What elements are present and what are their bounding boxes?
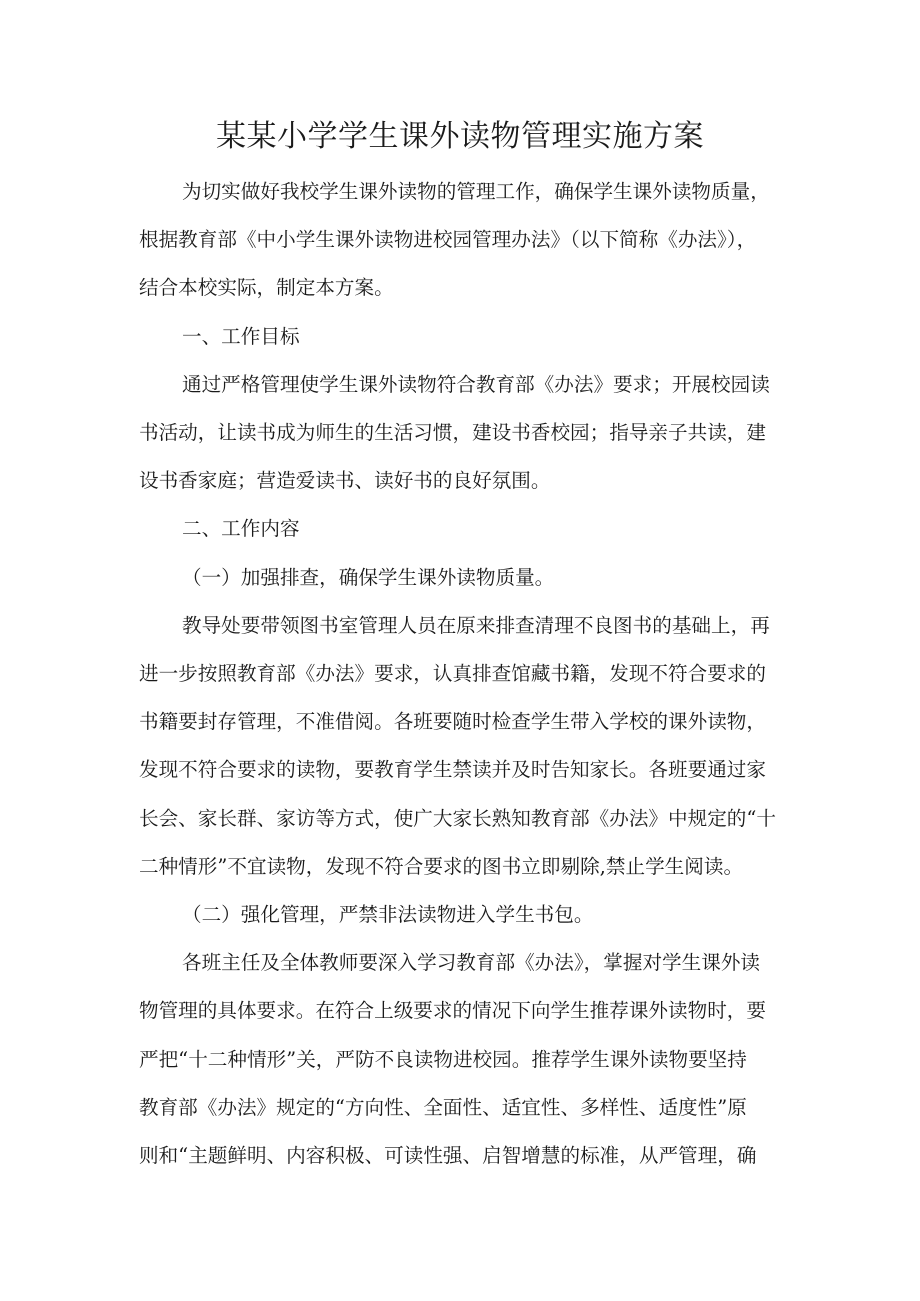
text-line: 长会、家长群、家访等方式，使广大家长熟知教育部《办法》中规定的“十 xyxy=(139,806,777,830)
text-line: 教育部《办法》规定的“方向性、全面性、适宜性、多样性、适度性”原 xyxy=(139,1095,747,1119)
text-line: 物管理的具体要求。在符合上级要求的情况下向学生推荐课外读物时，要 xyxy=(139,999,766,1023)
paragraph-content xyxy=(139,939,791,1180)
text-line: 设书香家庭；营造爱读书、读好书的良好氛围。 xyxy=(139,469,551,493)
text-line: 二种情形”不宜读物，发现不符合要求的图书立即剔除,禁止学生阅读。 xyxy=(139,854,744,878)
text-line: 通过严格管理使学生课外读物符合教育部《办法》要求；开展校园读 xyxy=(182,372,770,396)
section-heading xyxy=(139,505,791,553)
heading-text: （一）加强排查，确保学生课外读物质量。 xyxy=(182,565,555,589)
subsection-heading xyxy=(139,554,791,602)
section-heading xyxy=(139,313,791,361)
text-line: 进一步按照教育部《办法》要求，认真排查馆藏书籍，发现不符合要求的 xyxy=(139,662,766,686)
text-line: 书籍要封存管理，不准借阅。各班要随时检查学生带入学校的课外读物， xyxy=(139,710,766,734)
text-line: 教导处要带领图书室管理人员在原来排查清理不良图书的基础上，再 xyxy=(182,613,770,637)
document-title: 某某小学学生课外读物管理实施方案 xyxy=(216,119,704,154)
text-line: 结合本校实际，制定本方案。 xyxy=(139,276,394,300)
paragraph-goal xyxy=(139,361,791,506)
document-body xyxy=(139,168,791,1180)
heading-text: 一、工作目标 xyxy=(182,324,300,348)
text-line: 各班主任及全体教师要深入学习教育部《办法》，掌握对学生课外读 xyxy=(182,951,761,975)
text-line: 为切实做好我校学生课外读物的管理工作，确保学生课外读物质量， xyxy=(182,180,770,203)
text-line: 严把“十二种情形”关，严防不良读物进校园。推荐学生课外读物要坚持 xyxy=(139,1047,747,1071)
paragraph-intro xyxy=(139,168,791,313)
subsection-heading xyxy=(139,891,791,939)
text-line: 发现不符合要求的读物，要教育学生禁读并及时告知家长。各班要通过家 xyxy=(139,758,766,782)
heading-text: （二）强化管理，严禁非法读物进入学生书包。 xyxy=(182,903,594,927)
text-line: 根据教育部《中小学生课外读物进校园管理办法》（以下简称《办法》）， xyxy=(139,228,757,252)
paragraph-content xyxy=(139,602,791,891)
text-line: 书活动，让读书成为师生的生活习惯，建设书香校园；指导亲子共读，建 xyxy=(139,421,766,445)
text-line: 则和“主题鲜明、内容积极、可读性强、启智增慧的标准，从严管理，确 xyxy=(139,1144,757,1168)
heading-text: 二、工作内容 xyxy=(182,517,300,541)
